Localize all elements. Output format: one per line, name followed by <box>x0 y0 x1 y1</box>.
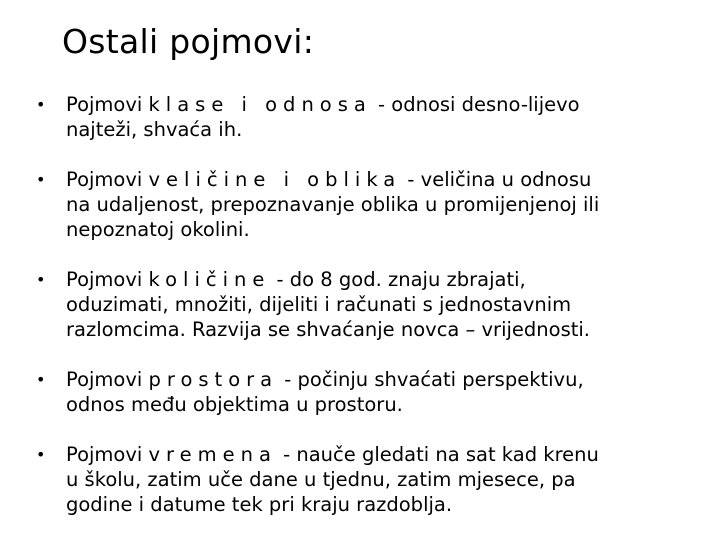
bullet-term: količine <box>148 268 271 291</box>
bullet-continuation-line: nepoznatoj okolini. <box>66 218 250 241</box>
bullet-term: vremena <box>148 443 277 466</box>
bullet-prefix: Pojmovi <box>66 93 149 116</box>
bullet-term: klase i odnosa <box>148 93 372 116</box>
bullet-kolicine <box>36 267 696 342</box>
bullet-velicine-i-oblika <box>36 167 696 242</box>
bullet-prefix: Pojmovi <box>66 443 149 466</box>
bullet-first-line <box>66 92 696 117</box>
bullet-first-line <box>66 367 696 392</box>
bullet-prostora <box>36 367 696 417</box>
bullet-prefix: Pojmovi <box>66 168 149 191</box>
bullet-icon: • <box>36 95 46 114</box>
bullet-list <box>36 92 696 542</box>
bullet-continuation-line: u školu, zatim uče dane u tjednu, zatim mjesece, pa <box>66 468 576 491</box>
bullet-continuation-line: oduzimati, množiti, dijeliti i računati s jednostavnim <box>66 293 572 316</box>
bullet-continuation-line: godine i datume tek pri kraju razdoblja. <box>66 493 453 516</box>
bullet-icon: • <box>36 370 46 389</box>
bullet-text: - nauče gledati na sat kad krenu <box>276 443 599 466</box>
bullet-text: - počinju shvaćati perspektivu, <box>278 368 584 391</box>
bullet-text: - veličina u odnosu <box>401 168 592 191</box>
bullet-term: veličine i oblika <box>148 168 402 191</box>
bullet-continuation-line: na udaljenost, prepoznavanje oblika u promijenjenoj ili <box>66 193 600 216</box>
bullet-term: prostora <box>148 368 279 391</box>
bullet-first-line <box>66 267 696 292</box>
bullet-continuation-line: razlomcima. Razvija se shvaćanje novca – vrijednosti. <box>66 318 590 341</box>
bullet-text: - do 8 god. znaju zbrajati, <box>270 268 526 291</box>
bullet-continuation-line: odnos među objektima u prostoru. <box>66 393 403 416</box>
bullet-first-line <box>66 442 696 467</box>
bullet-vremena <box>36 442 696 517</box>
bullet-prefix: Pojmovi <box>66 268 149 291</box>
bullet-first-line <box>66 167 696 192</box>
bullet-icon: • <box>36 270 46 289</box>
slide-title: Ostali pojmovi: <box>62 22 315 61</box>
bullet-text: - odnosi desno-lijevo <box>371 93 580 116</box>
bullet-icon: • <box>36 445 46 464</box>
bullet-continuation-line: najteži, shvaća ih. <box>66 118 243 141</box>
bullet-klase-i-odnosa <box>36 92 696 142</box>
bullet-prefix: Pojmovi <box>66 368 149 391</box>
bullet-icon: • <box>36 170 46 189</box>
